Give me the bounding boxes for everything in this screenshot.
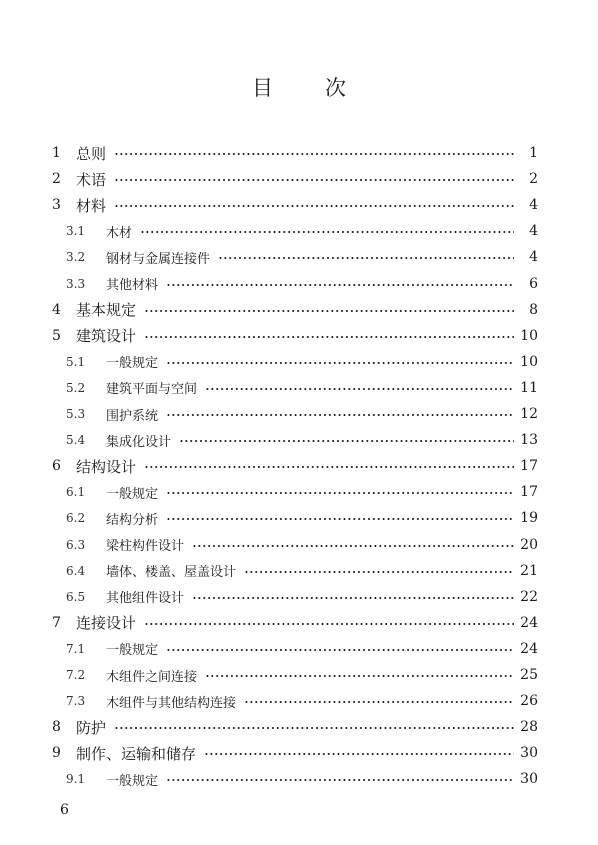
dot-leader [205, 388, 514, 390]
toc-entry-page: 10 [520, 353, 538, 370]
toc-entry-number: 6.5 [66, 589, 86, 604]
toc-entry[interactable] [0, 271, 598, 297]
toc-entry[interactable] [0, 610, 598, 636]
toc-entry-page: 17 [520, 484, 538, 501]
toc-entry[interactable] [0, 505, 598, 531]
toc-entry-label: 一般规定 [106, 486, 159, 502]
toc-entry-page: 30 [520, 745, 538, 762]
toc-entry[interactable] [0, 192, 598, 218]
toc-entry[interactable] [0, 714, 598, 740]
toc-entry-page: 26 [520, 693, 538, 710]
toc-entry-number: 6.1 [66, 485, 86, 500]
toc-entry[interactable] [0, 558, 598, 584]
dot-leader [204, 753, 514, 755]
toc-entry-label: 总则 [76, 144, 107, 163]
toc-entry-page: 13 [520, 432, 538, 449]
toc-entry-number: 3.1 [66, 224, 86, 239]
toc-entry-page: 24 [520, 640, 538, 657]
dot-leader [114, 179, 514, 181]
toc-entry-label: 制作、运输和储存 [76, 744, 197, 763]
dot-leader [166, 284, 514, 286]
toc-entry-label: 结构设计 [76, 457, 137, 476]
toc-entry-label: 结构分析 [106, 512, 159, 528]
toc-entry-page: 30 [520, 771, 538, 788]
toc-entry[interactable] [0, 479, 598, 505]
toc-entry-label: 一般规定 [106, 773, 159, 789]
toc-entry-label: 基本规定 [76, 301, 137, 320]
toc-entry-page: 25 [520, 667, 538, 683]
toc-entry-label: 其他组件设计 [106, 591, 185, 607]
dot-leader [166, 649, 514, 651]
toc-entry-label: 木组件与其他结构连接 [106, 695, 237, 711]
toc-entry-label: 集成化设计 [106, 434, 172, 450]
dot-leader [166, 362, 514, 364]
toc-entry-number: 7.3 [66, 694, 86, 709]
toc-entry[interactable] [0, 532, 598, 558]
toc-entry[interactable] [0, 453, 598, 479]
toc-entry-page: 1 [529, 145, 538, 161]
toc-entry-number: 9 [52, 745, 61, 762]
dot-leader [144, 336, 514, 338]
toc-entry-number: 7.2 [66, 668, 86, 682]
dot-leader [166, 414, 514, 416]
toc-entry-number: 5.3 [66, 407, 86, 421]
toc-entry[interactable] [0, 218, 598, 244]
toc-entry-number: 5.1 [66, 354, 86, 369]
dot-leader [166, 518, 514, 520]
toc-entry-page: 10 [520, 327, 538, 344]
toc-entry-label: 钢材与金属连接件 [106, 251, 211, 267]
toc-entry-number: 6 [52, 458, 61, 475]
dot-leader [140, 231, 514, 233]
page-title [0, 72, 598, 102]
toc-entry-label: 木组件之间连接 [106, 669, 198, 685]
toc-entry-label: 一般规定 [106, 356, 159, 372]
toc-entry-number: 6.3 [66, 537, 86, 552]
toc-entry-label: 建筑设计 [76, 327, 137, 346]
toc-entry-number: 2 [52, 171, 61, 188]
toc-entry-page: 6 [529, 275, 538, 292]
toc-entry-page: 17 [520, 458, 538, 475]
dot-leader [114, 205, 514, 207]
toc-entry[interactable] [0, 688, 598, 714]
toc-entry-label: 建筑平面与空间 [106, 382, 198, 398]
dot-leader [244, 571, 514, 573]
toc-entry[interactable] [0, 662, 598, 688]
toc-entry-number: 3.2 [66, 250, 86, 265]
toc-entry-page: 28 [520, 719, 538, 736]
toc-entry-label: 木材 [106, 225, 133, 241]
toc-entry[interactable] [0, 740, 598, 766]
dot-leader [166, 779, 514, 781]
dot-leader [244, 701, 514, 703]
toc-entry-label: 一般规定 [106, 643, 159, 659]
title-char-1: 目 [252, 76, 273, 100]
dot-leader [179, 440, 514, 442]
toc-entry-number: 9.1 [66, 772, 86, 787]
toc-entry-page: 12 [520, 406, 538, 422]
toc-entry[interactable] [0, 297, 598, 323]
toc-entry-page: 21 [520, 562, 538, 579]
toc-entry[interactable] [0, 427, 598, 453]
dot-leader [114, 727, 514, 729]
toc-entry-page: 24 [520, 614, 538, 631]
toc-entry[interactable] [0, 375, 598, 401]
toc-entry-number: 1 [52, 145, 61, 161]
dot-leader [144, 310, 514, 312]
toc-entry-label: 防护 [76, 718, 107, 737]
toc-entry-number: 5.4 [66, 433, 86, 448]
toc-entry-label: 其他材料 [106, 278, 159, 293]
toc-entry-number: 5 [52, 327, 61, 344]
title-char-2: 次 [325, 76, 346, 100]
toc-entry-number: 6.2 [66, 511, 86, 526]
dot-leader [192, 545, 514, 547]
toc-entry[interactable] [0, 323, 598, 349]
toc-entry-number: 7 [52, 614, 61, 631]
footer-page-number: 6 [60, 802, 69, 818]
toc-entry-number: 3 [52, 197, 61, 214]
toc-entry[interactable] [0, 401, 598, 427]
dot-leader [166, 492, 514, 494]
toc-entry-label: 材料 [76, 196, 107, 215]
toc-entry-page: 4 [529, 249, 538, 266]
toc-entry-page: 11 [520, 379, 538, 396]
dot-leader [144, 623, 514, 625]
dot-leader [114, 153, 514, 155]
dot-leader [205, 675, 514, 677]
toc-entry[interactable] [0, 140, 598, 166]
toc-entry-page: 2 [529, 171, 538, 188]
toc-entry-page: 4 [529, 223, 538, 240]
dot-leader [218, 257, 514, 259]
toc-entry-number: 6.4 [66, 563, 86, 578]
toc-entry-label: 梁柱构件设计 [106, 539, 185, 554]
toc-entry-page: 20 [520, 536, 538, 553]
toc-entry-label: 术语 [76, 170, 107, 189]
dot-leader [192, 597, 514, 599]
toc-entry-label: 围护系统 [106, 408, 159, 424]
dot-leader [144, 466, 514, 468]
toc-entry-number: 8 [52, 719, 61, 736]
toc-entry-label: 墙体、楼盖、屋盖设计 [106, 565, 237, 581]
toc-entry-label: 连接设计 [76, 614, 137, 633]
toc-entry-page: 8 [529, 301, 538, 318]
toc-entry-page: 22 [520, 588, 538, 605]
toc-entry-number: 5.2 [66, 380, 86, 395]
toc-entry-page: 19 [520, 510, 538, 527]
toc-entry[interactable] [0, 636, 598, 662]
toc-entry[interactable] [0, 766, 598, 792]
toc-entry[interactable] [0, 166, 598, 192]
toc-entry[interactable] [0, 244, 598, 270]
toc-entry-number: 3.3 [66, 276, 86, 291]
toc-entry[interactable] [0, 584, 598, 610]
toc-entry-number: 4 [52, 301, 61, 318]
toc-entry-page: 4 [529, 197, 538, 214]
toc-entry[interactable] [0, 349, 598, 375]
toc-entry-number: 7.1 [66, 641, 86, 656]
